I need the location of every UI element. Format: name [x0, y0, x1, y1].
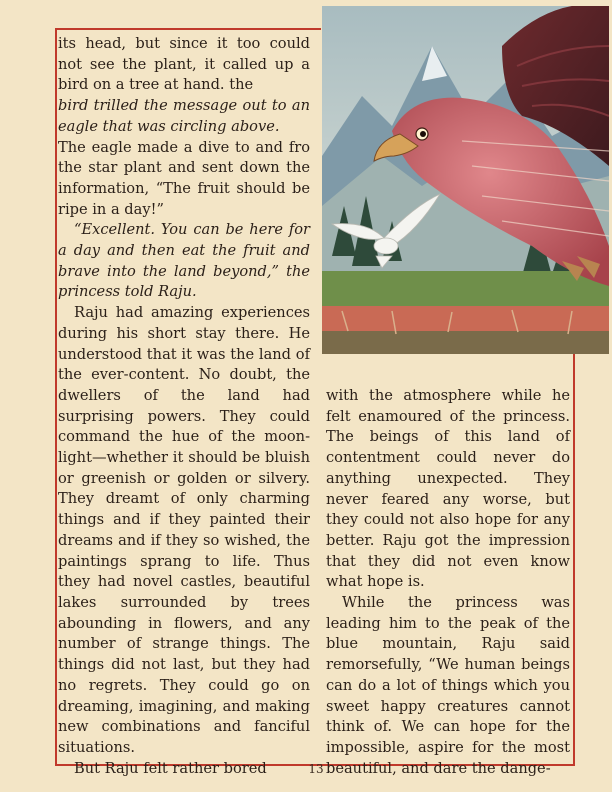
paragraph: its head, but since it too could not see the plant, it called up a bird on a tree at hand. the — [58, 35, 310, 94]
right-text-column — [326, 386, 570, 779]
paragraph: But Raju felt rather bored — [74, 759, 267, 777]
story-illustration — [322, 6, 609, 354]
frame-left-rule — [55, 28, 57, 766]
eagle-scene-image — [322, 6, 609, 354]
frame-top-rule — [55, 28, 321, 30]
frame-right-rule — [573, 354, 575, 766]
left-text-column — [58, 34, 310, 779]
paragraph: The eagle made a dive to and fro the star plant and sent down the information, “The fruit should be ripe in a day!” — [58, 138, 310, 218]
paragraph: Raju had amazing experiences during his short stay there. He understood that it was the land of the ever-content. No doubt, the dwellers of the land had surprising powers. They could command the hue of the moon-light—whether it should be bluish or greenish or golden or silvery. They dreamt of only charming things and if they painted their dreams and if they so wished, the paintings sprang to life. Thus they had novel castles, beautiful lakes surrounded by trees abounding in flowers, and any number of strange things. The things did not last, but they had no regrets. They could go on dreaming, imagining, and making new combinations and fanciful situations. — [58, 304, 310, 756]
page-number: 13 — [308, 762, 324, 776]
paragraph: bird trilled the message out to an eagle that was circling above. — [58, 97, 310, 135]
paragraph: While the princess was leading him to the peak of the blue mountain, Raju said remorsefully, “We human beings can do a lot of things which you sweet happy creatures cannot think of. We can hope for the impossible, aspire for the most beautiful, and dare the dange- — [326, 594, 570, 777]
paragraph: “Excellent. You can be here for a day and then eat the fruit and brave into the land beyond,” the princess told Raju. — [58, 221, 310, 301]
paragraph: with the atmosphere while he felt enamoured of the princess. The beings of this land of contentment could never do anything unexpected. They never feared any worse, but they could not also hope for any better. Raju got the impression that they did not even know what hope is. — [326, 387, 570, 591]
